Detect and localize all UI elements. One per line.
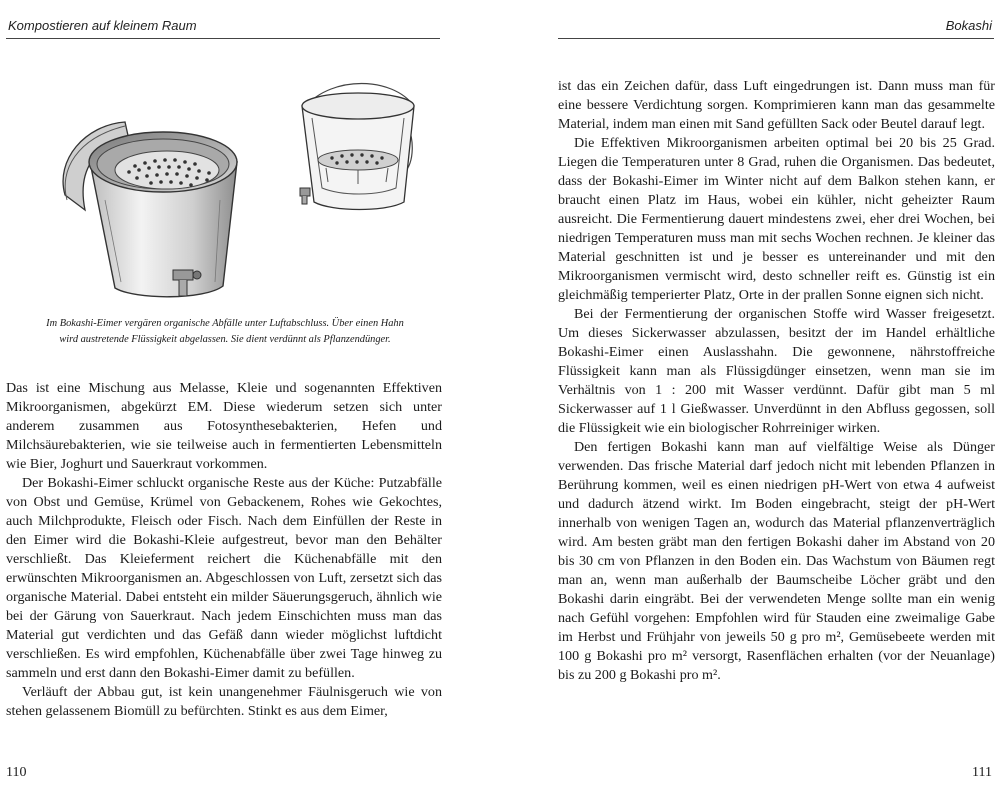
figure-caption: [20, 316, 430, 348]
right-page: [500, 0, 1000, 800]
page-number-right: 111: [972, 765, 992, 780]
figure-caption-line-1: Im Bokashi-Eimer vergären organische Abfälle unter Luftabschluss. Über einen Hahn: [46, 318, 404, 329]
paragraph: Verläuft der Abbau gut, ist kein unangenehmer Fäulnisgeruch wie von stehen gelassenem Biomüll zu befürchten. Stinkt es aus dem Eimer,: [6, 684, 442, 719]
bokashi-figure: [0, 60, 450, 320]
paragraph: Bei der Fermentierung der organischen Stoffe wird Wasser freigesetzt. Um dieses Sickerwasser abzulassen, besitzt der im Handel erhältliche Bokashi-Eimer einen Auslasshahn. Die gewonnene, nährstoffreiche Flüssigkeit kann man als Flüssigdünger einsetzen, wenn man sie im Verhältnis von 1 : 200 mit Wasser verdünnt. Dafür gibt man 5 ml Sickerwasser auf 1 l Gießwasser. Unverdünnt in den Abfluss gegossen, soll die Flüssigkeit wie ein biologischer Rohrreiniger wirken.: [558, 306, 995, 436]
figure-caption-line-2: wird austretende Flüssigkeit abgelassen. Sie dient verdünnt als Pflanzendünger.: [59, 334, 391, 345]
running-head-right: Bokashi: [945, 18, 992, 33]
bokashi-bucket-glass-illustration: [292, 78, 422, 218]
body-text-right: [558, 77, 995, 685]
paragraph: Der Bokashi-Eimer schluckt organische Reste aus der Küche: Putzabfälle von Obst und Gemüse, Krümel von Gebackenem, Rohes wie Gekochtes, auch Milchprodukte, Fleisch oder Fisch. Nach dem Einfüllen der Reste in den Eimer wird die Bokashi-Kleie aufgestreut, bevor man den Behälter verschließt. Das Kleieferment reichert die Küchenabfälle mit den erwünschten Mikroorganismen an. Abgeschlossen von Luft, zersetzt sich das organische Material. Dabei entsteht ein milder Säuerungsgeruch, ähnlich wie bei der Gärung von Sauerkraut. Nach jedem Einschichten muss man das Material gut verdichten und das Gefäß dann wieder möglichst luftdicht verschließen. Es wird empfohlen, Küchenabfälle über zwei Tage hinweg zu sammeln und erst dann den Bokashi-Eimer damit zu befüllen.: [6, 475, 442, 681]
running-head-left: Kompostieren auf kleinem Raum: [8, 18, 197, 33]
paragraph: ist das ein Zeichen dafür, dass Luft eingedrungen ist. Dann muss man für eine bessere Verdichtung sorgen. Komprimieren kann man das gesammelte Material, indem man einen mit Sand gefüllten Sack oder Beutel darauf legt.: [558, 78, 995, 132]
paragraph: Das ist eine Mischung aus Melasse, Kleie und sogenannten Effektiven Mikroorganismen, abgekürzt EM. Diese wiederum setzen sich unter anderem zusammen aus Fotosynthesebakterien, Hefen und Milchsäurebakterien, wie sie teilweise auch in fermentierten Lebensmitteln wie Bier, Joghurt und Sauerkraut vorkommen.: [6, 380, 442, 472]
paragraph: Den fertigen Bokashi kann man auf vielfältige Weise als Dünger verwenden. Das frische Material darf jedoch nicht mit lebenden Pflanzen in Berührung kommen, weil es einen niedrigen pH-Wert von etwa 4 aufweist und dadurch ätzend wirkt. Im Boden eingebracht, steigt der pH-Wert innerhalb von wenigen Tagen an, wodurch das Material pflanzenverträglich wird. Am besten gräbt man den fertigen Bokashi daher im Abstand von 20 bis 30 cm von Pflanzen in den Boden ein. Das Wachstum von Bäumen regt man an, wenn man außerhalb der Baumscheibe Löcher gräbt und den Bokashi darin eingräbt. Bei der verwendeten Menge sollte man ein wenig nach Gefühl vorgehen: Empfohlen wird für Stauden eine zweimalige Gabe im Herbst und Frühjahr von jeweils 50 g pro m², Gemüsebeete werden mit 100 g Bokashi pro m² versorgt, Rasenflächen erhalten (vor der Neuanlage) bis zu 200 g Bokashi pro m².: [558, 439, 995, 683]
header-rule-left: [6, 38, 440, 39]
header-rule-right: [558, 38, 994, 39]
body-text-left: [6, 379, 442, 721]
paragraph: Die Effektiven Mikroorganismen arbeiten optimal bei 20 bis 25 Grad. Liegen die Temperaturen unter 8 Grad, ruhen die Organismen. Das bedeutet, dass der Bokashi-Eimer im Winter nicht auf dem Balkon stehen kann, er braucht einen Platz im Haus, wobei ein kühler, nicht geheizter Raum ausreicht. Die Fermentierung dauert mindestens zwei, eher drei Wochen, bei niedrigen Temperaturen muss man mit sechs Wochen rechnen. Je kleiner das Material geschnitten ist und je besser es untereinander und mit den Mikroorganismen vermischt wird, desto schneller reift es. Günstig ist ein gleichmäßig temperierter Platz, Orte in der prallen Sonne eignen sich nicht.: [558, 135, 995, 303]
bokashi-bucket-open-illustration: [55, 100, 255, 310]
page-number-left: 110: [6, 765, 27, 780]
